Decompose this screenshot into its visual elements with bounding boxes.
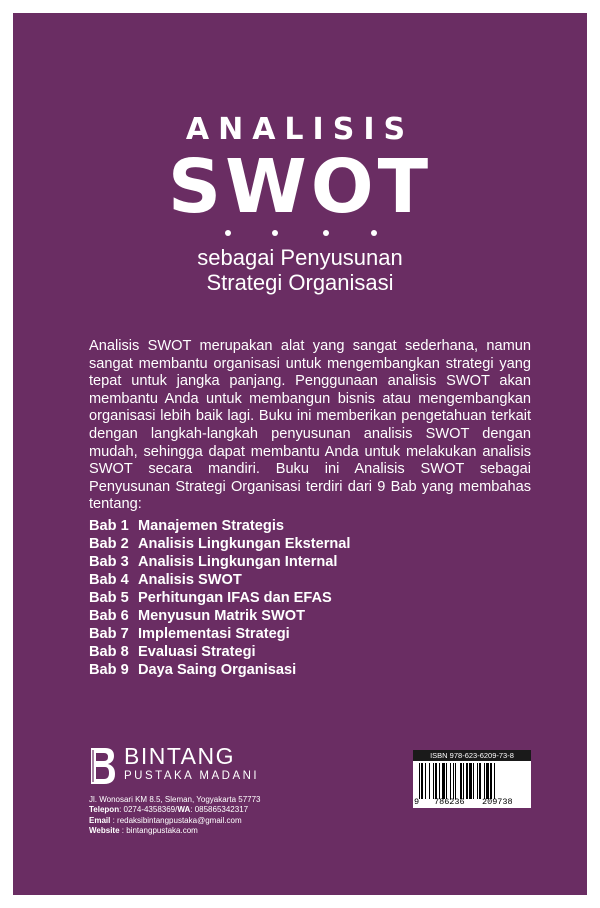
barcode-bar [484, 763, 485, 799]
phone-line [89, 805, 261, 815]
address: Jl. Wonosari KM 8.5, Sleman, Yogyakarta 57773 [89, 795, 261, 804]
website-line [89, 826, 261, 836]
chapter-number: Bab 3 [89, 554, 129, 570]
barcode-bar [433, 763, 434, 799]
chapter-item [89, 589, 350, 607]
barcode-bar [460, 763, 462, 799]
title-analisis: ANALISIS [185, 112, 415, 147]
phone-label: Telepon [89, 805, 120, 815]
phone-value: : 0274-4358369/ [119, 805, 178, 815]
barcode-bar [446, 763, 447, 799]
chapter-title: Manajemen Strategis [138, 518, 284, 534]
publisher-name: BINTANG [124, 743, 236, 769]
title-swot: SWOT [167, 144, 433, 230]
chapter-item [89, 517, 350, 535]
barcode-bar [442, 763, 445, 799]
chapter-number: Bab 4 [89, 572, 129, 588]
description: Analisis SWOT merupakan alat yang sangat sederhana, namun sangat membantu organisasi untuk mengembangkan strategi yang tepat untuk jangka panjang. Penggunaan analisis SWOT akan membantu Anda untuk membangun bisnis atau mengembangkan organisasi lebih baik lagi. Buku ini memberikan pengetahuan terkait dengan langkah-langkah penyusunan analisis SWOT dengan mudah, sehingga dapat membantu Anda untuk melakukan analisis SWOT secara mandiri. Buku ini Analisis SWOT sebagai Penyusunan Strategi Organisasi terdiri dari 9 Bab yang membahas tentang: [89, 338, 531, 513]
isbn-barcode-box [413, 750, 531, 808]
book-b-logo-icon [89, 746, 117, 786]
email-line [89, 816, 261, 826]
barcode-bar [463, 763, 464, 799]
barcode-bar [477, 763, 478, 799]
chapter-number: Bab 5 [89, 590, 129, 606]
chapter-item [89, 571, 350, 589]
website-value: : bintangpustaka.com [121, 826, 198, 836]
subtitle [0, 245, 600, 295]
barcode-bar [455, 763, 456, 799]
barcode-bar [421, 763, 423, 799]
title-dots [0, 230, 600, 240]
chapter-item [89, 661, 350, 679]
chapter-number: Bab 2 [89, 536, 129, 552]
barcode-bar [453, 763, 454, 799]
email-label: Email [89, 815, 111, 825]
chapter-item [89, 643, 350, 661]
wa-label: WA [177, 805, 191, 815]
barcode-bar [450, 763, 451, 799]
dot [225, 230, 231, 236]
email-value: : redaksibintangpustaka@gmail.com [112, 815, 242, 825]
isbn-number: ISBN 978-623-6209-73-8 [413, 750, 531, 761]
barcode-bar [435, 763, 437, 799]
chapter-number: Bab 8 [89, 644, 129, 660]
chapter-number: Bab 9 [89, 662, 129, 678]
chapter-title: Analisis Lingkungan Eksternal [138, 536, 351, 552]
chapter-title: Daya Saing Organisasi [138, 662, 297, 678]
barcode-bar [494, 763, 495, 799]
chapter-title: Implementasi Strategi [138, 626, 290, 642]
barcode-bar [469, 763, 472, 799]
barcode-bar [466, 763, 468, 799]
barcode-bar [419, 763, 420, 799]
barcode-bar [429, 763, 430, 799]
chapter-number: Bab 7 [89, 626, 129, 642]
website-label: Website [89, 826, 120, 836]
dot [371, 230, 377, 236]
chapter-item [89, 607, 350, 625]
chapter-number: Bab 6 [89, 608, 129, 624]
barcode-digits-right: 209738 [482, 797, 513, 807]
chapter-title: Perhitungan IFAS dan EFAS [138, 590, 332, 606]
publisher-subname: PUSTAKA MADANI [124, 770, 260, 782]
chapter-title: Menyusun Matrik SWOT [138, 608, 306, 624]
chapter-item [89, 553, 350, 571]
wa-value: : 085865342317 [190, 805, 249, 815]
chapter-title: Analisis Lingkungan Internal [138, 554, 338, 570]
chapter-item [89, 625, 350, 643]
chapter-title: Evaluasi Strategi [138, 644, 256, 660]
dot [323, 230, 329, 236]
dot [272, 230, 278, 236]
barcode-bar [490, 763, 492, 799]
barcode [419, 763, 529, 799]
barcode-digit-first: 9 [414, 797, 420, 807]
barcode-bar [486, 763, 489, 799]
barcode-bar [473, 763, 474, 799]
barcode-bar [439, 763, 440, 799]
subtitle-line2: Strategi Organisasi [206, 270, 394, 295]
chapter-title: Analisis SWOT [138, 572, 242, 588]
chapter-item [89, 535, 350, 553]
barcode-digits-left: 786236 [434, 797, 465, 807]
chapter-list [89, 517, 350, 679]
barcode-bar [479, 763, 481, 799]
chapter-number: Bab 1 [89, 518, 129, 534]
publisher-contact [89, 795, 261, 837]
subtitle-line1: sebagai Penyusunan [197, 245, 403, 270]
barcode-bar [425, 763, 426, 799]
